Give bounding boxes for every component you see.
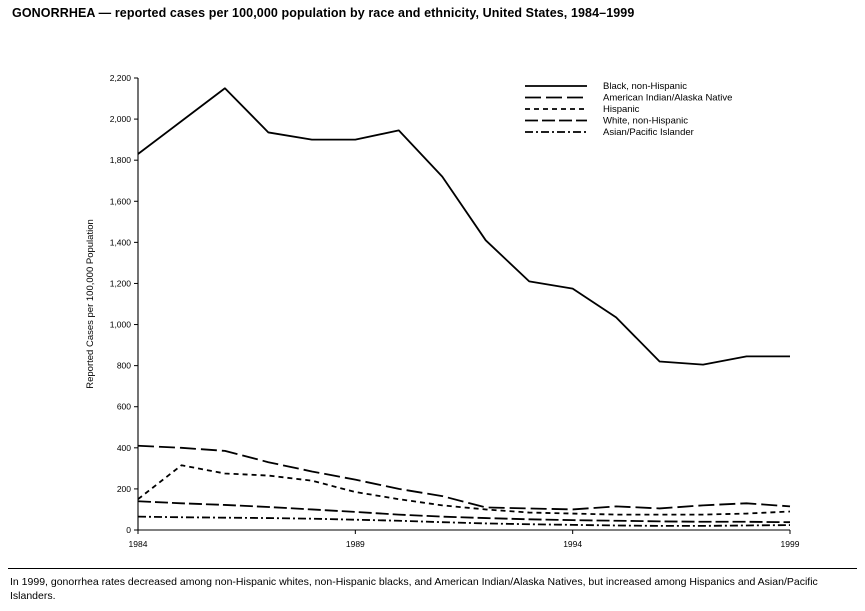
legend-label-4: Asian/Pacific Islander <box>603 127 694 139</box>
y-tick-label: 800 <box>116 360 131 371</box>
y-tick-label: 2,200 <box>109 73 131 83</box>
y-tick-label: 1,000 <box>109 319 131 330</box>
line-chart-svg <box>0 40 865 550</box>
y-tick-label: 0 <box>126 525 131 535</box>
y-axis-ticks <box>110 73 138 535</box>
y-tick-label: 400 <box>116 442 131 453</box>
x-tick-label: 1994 <box>563 539 583 549</box>
series-group <box>138 88 790 526</box>
legend-label-3: White, non-Hispanic <box>603 115 689 127</box>
y-tick-label: 1,600 <box>109 196 131 207</box>
series-line-3 <box>138 501 790 522</box>
y-tick-label: 1,200 <box>109 278 131 289</box>
y-tick-label: 200 <box>116 483 131 494</box>
legend-label-2: Hispanic <box>603 104 640 116</box>
y-tick-label: 600 <box>116 401 131 412</box>
x-axis-ticks <box>129 530 800 549</box>
y-axis-title: Reported Cases per 100,000 Population <box>85 219 96 389</box>
chart-legend <box>525 81 732 138</box>
series-line-2 <box>138 465 790 514</box>
y-tick-label: 2,000 <box>109 114 131 125</box>
chart-figure <box>0 40 865 550</box>
page-title: GONORRHEA — reported cases per 100,000 population by race and ethnicity, United States, 1984–1999 <box>12 6 635 20</box>
x-tick-label: 1984 <box>128 539 148 549</box>
footnote-divider <box>8 568 857 569</box>
footnote-text: In 1999, gonorrhea rates decreased among non-Hispanic whites, non-Hispanic blacks, and American Indian/Alaska Natives, but increased among Hispanics and Asian/Pacific Islanders. <box>10 576 818 603</box>
x-tick-label: 1989 <box>345 539 365 549</box>
y-tick-label: 1,800 <box>109 155 131 166</box>
y-tick-label: 1,400 <box>109 237 131 248</box>
x-tick-label: 1999 <box>780 539 800 549</box>
series-line-1 <box>138 446 790 510</box>
legend-label-1: American Indian/Alaska Native <box>603 92 733 104</box>
legend-label-0: Black, non-Hispanic <box>603 81 687 93</box>
